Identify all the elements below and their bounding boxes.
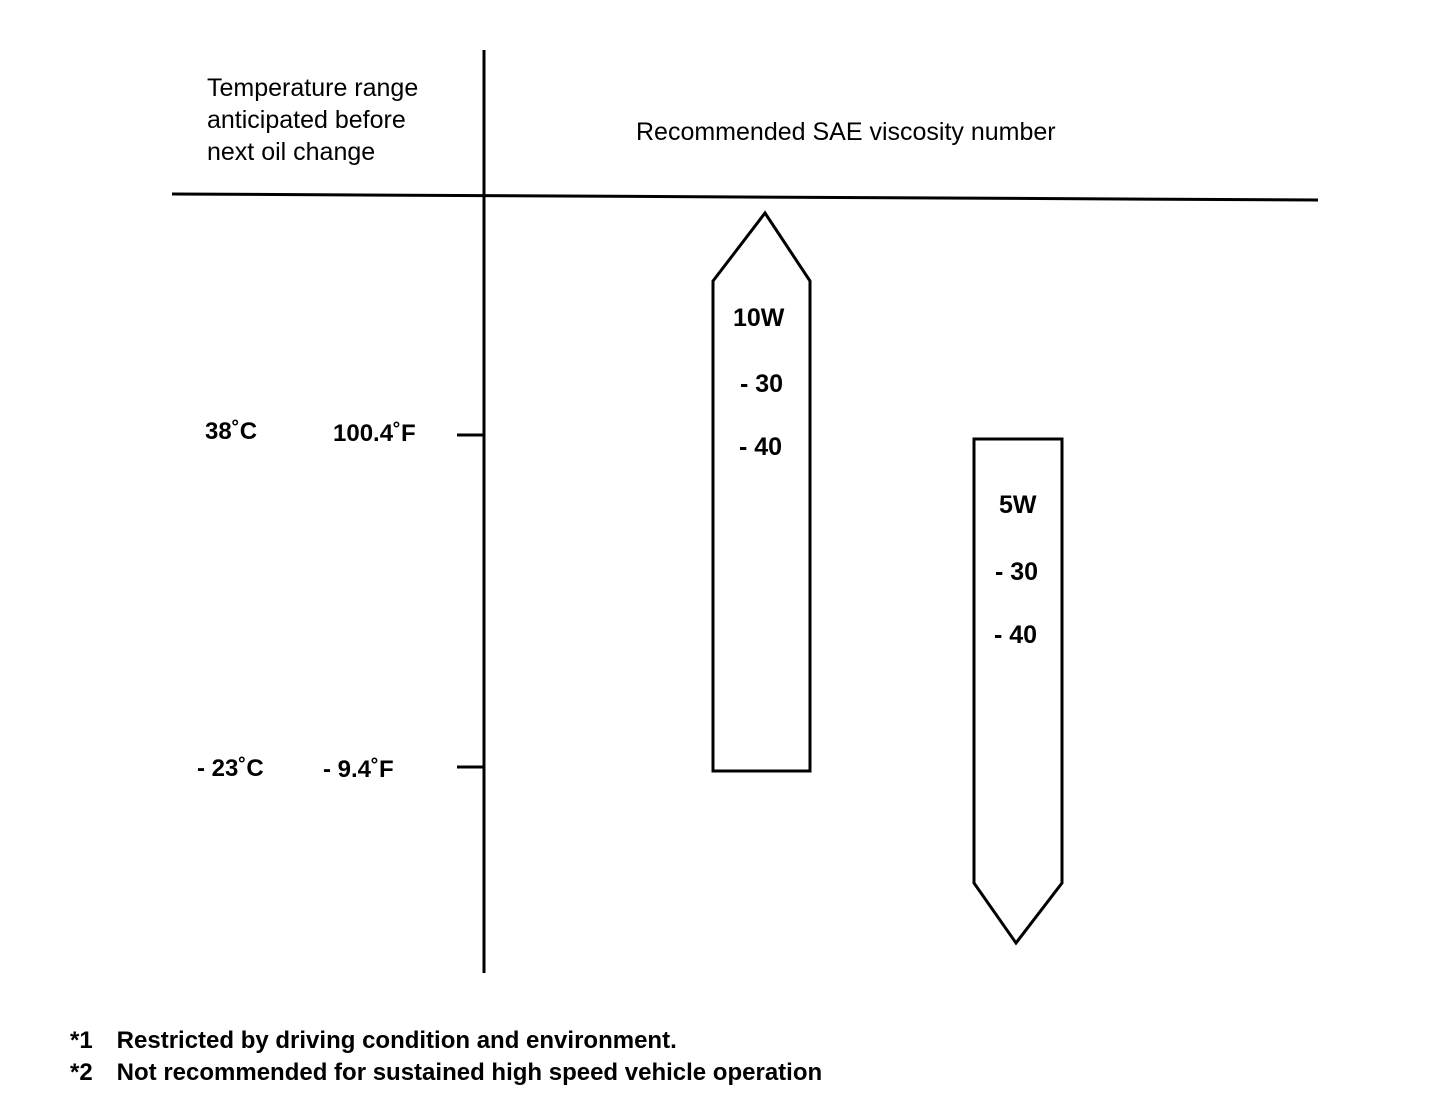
header-left-line-3: next oil change — [207, 138, 376, 166]
grade-5w-30-label: - 30 — [995, 558, 1039, 586]
footnote-1-mark: *1 — [70, 1027, 93, 1054]
temperature-range-header — [207, 72, 418, 168]
grade-10w-label: 10W — [733, 304, 785, 332]
header-left-line-2: anticipated before — [207, 106, 406, 134]
upper-celsius-label: 38˚C — [205, 418, 258, 445]
viscosity-header: Recommended SAE viscosity number — [636, 118, 1056, 146]
footnote-2-text: Not recommended for sustained high speed vehicle operation — [116, 1059, 823, 1086]
lower-celsius-label: - 23˚C — [197, 755, 264, 782]
lower-fahrenheit-label: - 9.4˚F — [323, 756, 394, 783]
grade-5w-label: 5W — [999, 491, 1037, 519]
grade-5w-40-label: - 40 — [994, 621, 1038, 649]
footnote-2-mark: *2 — [70, 1059, 93, 1086]
header-left-line-1: Temperature range — [207, 74, 419, 102]
band-10w-arrow-up — [713, 213, 810, 771]
upper-fahrenheit-label: 100.4˚F — [333, 420, 416, 447]
header-divider — [172, 194, 1318, 200]
grade-10w-40-label: - 40 — [739, 433, 783, 461]
footnote-1 — [70, 1027, 677, 1055]
footnote-2 — [70, 1059, 822, 1087]
grade-10w-30-label: - 30 — [740, 370, 784, 398]
footnote-1-text: Restricted by driving condition and environment. — [116, 1027, 677, 1054]
